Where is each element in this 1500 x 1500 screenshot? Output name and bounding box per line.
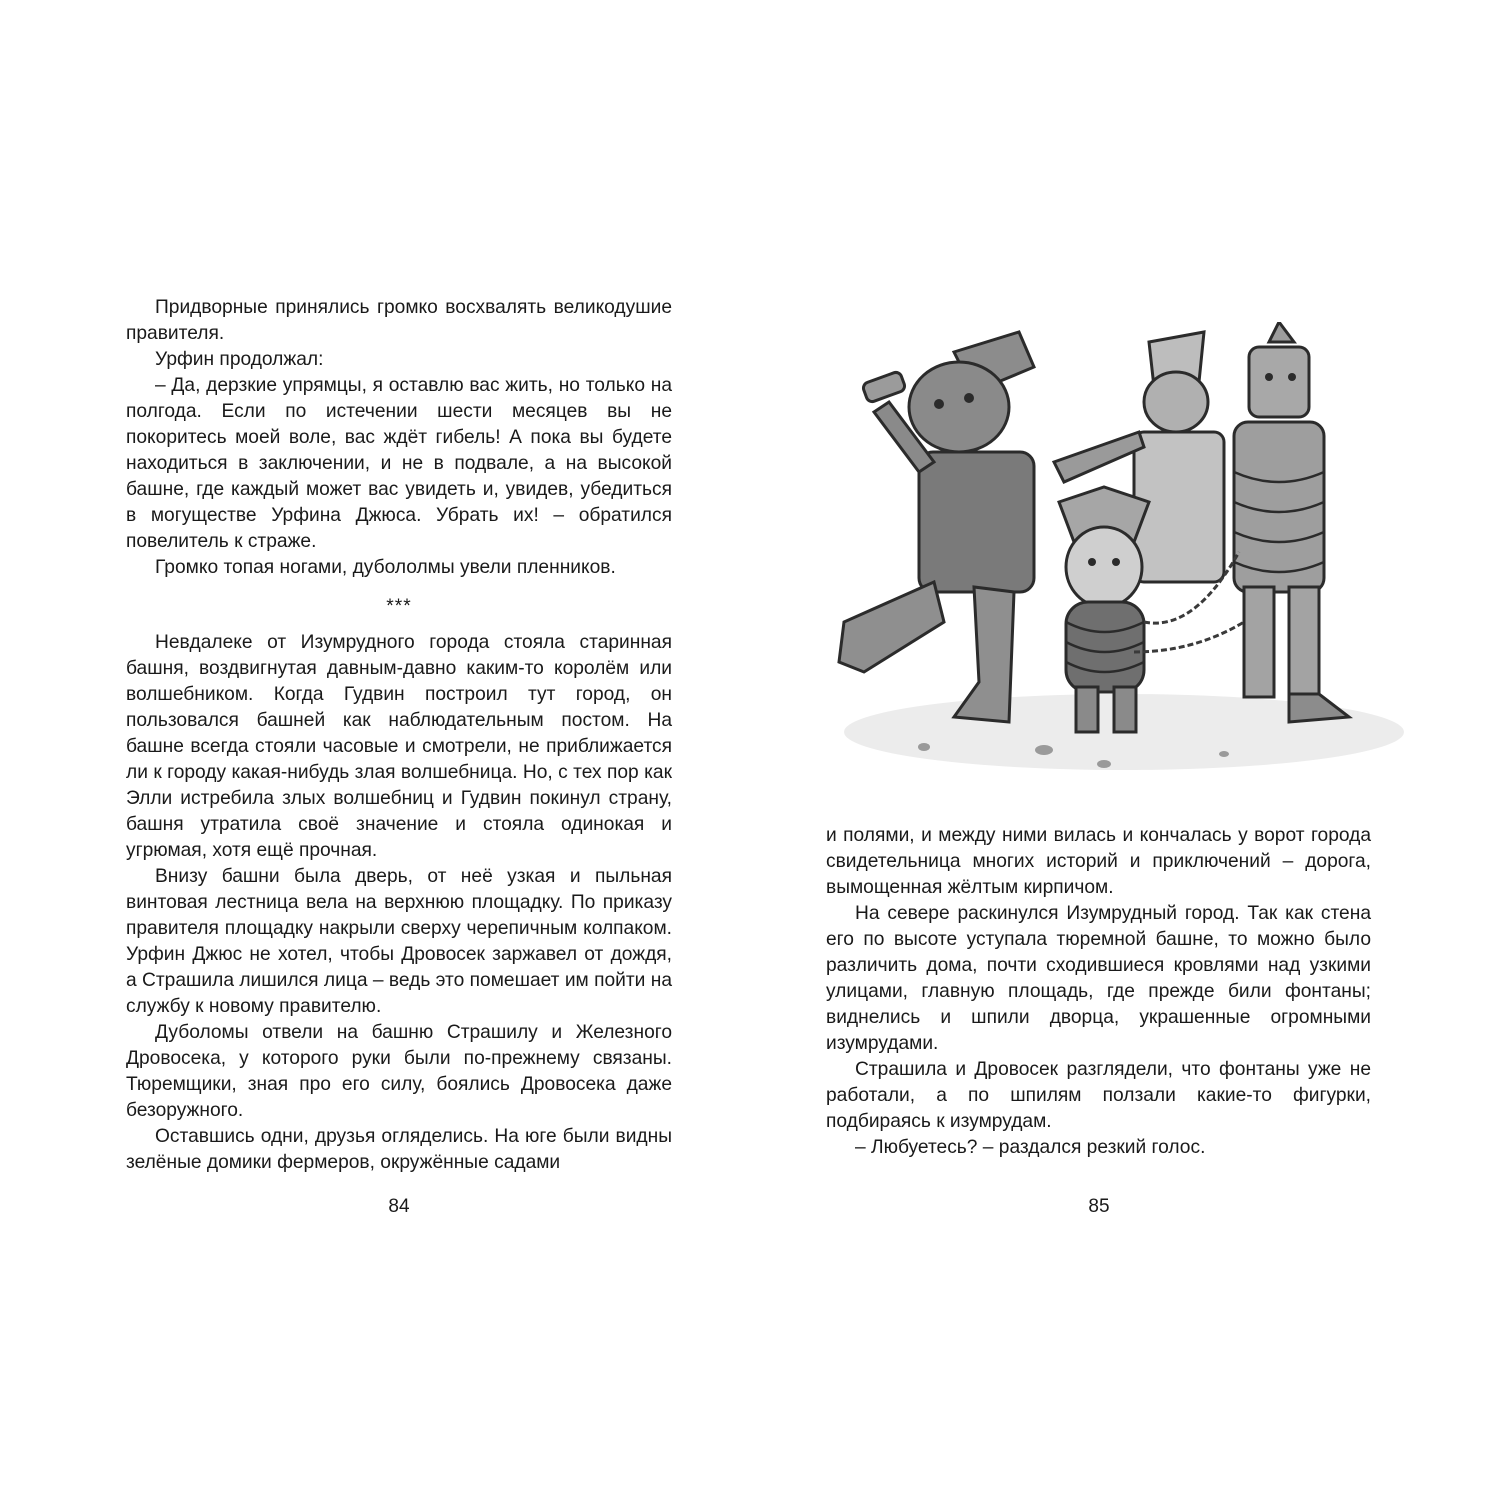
paragraph: Урфин продолжал: — [155, 349, 324, 370]
page-number: 84 — [388, 1196, 410, 1217]
paragraph: Придворные принялись громко восхвалять великодушие правителя. — [126, 297, 672, 344]
paragraph: – Любуетесь? – раздался резкий голос. — [855, 1137, 1206, 1158]
illustration-drawing — [804, 322, 1414, 802]
paragraph: Оставшись одни, друзья огляделись. На юге были видны зелёные домики фермеров, окружённые садами — [126, 1126, 672, 1173]
page-number: 85 — [1088, 1196, 1110, 1217]
paragraph: – Да, дерзкие упрямцы, я оставлю вас жить, но только на полгода. Если по истечении шести месяцев вы не покоритесь моей воле, вас ждёт гибель! А пока вы будете находиться в заключении, и не в подвале, а на высокой башне, где каждый может вас увидеть и, увидев, убедиться в могуществе Урфина Джюса. Убрать их! – обратился повелитель к страже. — [126, 375, 672, 552]
section-break: *** — [386, 596, 412, 617]
paragraph: Невдалеке от Изумрудного города стояла старинная башня, воздвигнутая давным-давно каким-то королём или волшебником. Когда Гудвин построил тут город, он пользовался башней как наблюдательным постом. На башне всегда стояли часовые и смотрели, не приближается ли к городу какая-нибудь злая волшебница. Но, с тех пор как Элли истребила злых волшебниц и Гудвин покинул страну, башня утратила своё значение и стояла одинокая и угрюмая, хотя ещё прочная. — [126, 632, 672, 861]
paragraph: Страшила и Дровосек разглядели, что фонтаны уже не работали, а по шпилям ползали какие-то фигурки, подбираясь к изумрудам. — [826, 1059, 1371, 1132]
paragraph: Громко топая ногами, дубололмы увели пленников. — [155, 557, 616, 578]
right-page — [750, 0, 1500, 1500]
right-page-text — [826, 823, 1371, 1161]
paragraph: Дуболомы отвели на башню Страшилу и Железного Дровосека, у которого руки были по-прежнему связаны. Тюремщики, зная про его силу, боялись Дровосека даже безоружного. — [126, 1022, 672, 1121]
illustration — [804, 322, 1414, 802]
bound-captive-tin — [1234, 322, 1349, 722]
left-page-text — [126, 295, 672, 1176]
paragraph: На севере раскинулся Изумрудный город. Так как стена его по высоте уступала тюремной башне, то можно было различить дома, почти сходившиеся кровлями над узкими улицами, главную площадь, где прежде били фонтаны; виднелись и шпили дворца, украшенные огромными изумрудами. — [826, 903, 1371, 1054]
paragraph-continuation: и полями, и между ними вилась и кончалась у ворот города свидетельница многих историй и приключений – дорога, вымощенная жёлтым кирпичом. — [826, 825, 1371, 898]
wooden-guard-figure — [839, 332, 1034, 722]
paragraph: Внизу башни была дверь, от неё узкая и пыльная винтовая лестница вела на верхнюю площадку. По приказу правителя площадку накрыли сверху черепичным колпаком. Урфин Джюс не хотел, чтобы Дровосек заржавел от дождя, а Страшила лишился лица – ведь это помешает им пойти на службу к новому правителю. — [126, 866, 672, 1017]
